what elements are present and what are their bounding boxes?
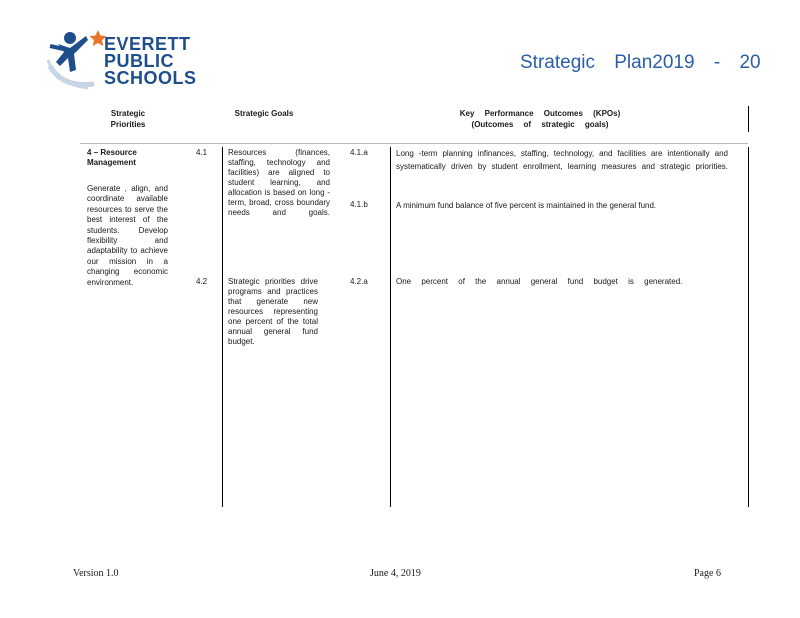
kpo-number: 4.1.a <box>350 148 368 157</box>
logo-wordmark <box>104 36 197 87</box>
kpo-number: 4.1.b <box>350 200 368 209</box>
goal-number: 4.2 <box>196 277 208 286</box>
kpo-number: 4.2.a <box>350 277 368 286</box>
goal-number: 4.1 <box>196 148 208 157</box>
logo-figure-icon <box>42 26 112 96</box>
priority-description: Generate , align, and coordinate available resources to serve the best interest of the students. Develop flexibility and adaptability to achieve our mission in a changing economic environment. <box>87 184 168 287</box>
header-strategic-priorities <box>100 108 156 130</box>
goal-text: Resources (finances, staffing, technology and facilities) are aligned to student learning, and allocation is based on long -term, broad, cross boundary needs and goals. <box>228 148 330 217</box>
header-rule <box>80 143 748 144</box>
header-priorities-line-2: Priorities <box>110 120 146 129</box>
kpo-text: A minimum fund balance of five percent is maintained in the general fund. <box>396 201 657 210</box>
footer-date: June 4, 2019 <box>370 568 421 579</box>
column-divider-kpos <box>390 147 391 507</box>
header-priorities-line-1: Strategic <box>110 109 146 118</box>
header-kpos-line-1: Key Performance Outcomes (KPOs) <box>459 109 621 118</box>
logo-line-3: SCHOOLS <box>104 68 197 88</box>
column-divider-goals <box>222 147 223 507</box>
column-divider-right <box>748 147 749 507</box>
footer-version: Version 1.0 <box>73 568 119 579</box>
priority-heading <box>87 148 167 168</box>
kpo-text: Long -term planning infinances, staffing, technology, and facilities are intentionally and systematically driven by student enrollment, learning measures and strategic priorities. <box>396 149 728 171</box>
header-kpos <box>440 108 640 130</box>
logo-line-2: PUBLIC <box>104 51 174 71</box>
kpo-text: One percent of the annual general fund budget is generated. <box>396 277 683 286</box>
priority-heading-line-2: Management <box>87 158 136 167</box>
header-kpos-line-2: (Outcomes of strategic goals) <box>471 120 609 129</box>
goal-text: Strategic priorities drive programs and practices that generate new resources representing one percent of the total annual general fund budget. <box>228 277 318 346</box>
logo-line-1: EVERETT <box>104 34 191 54</box>
header-right-divider <box>748 106 749 132</box>
footer-page-number: Page 6 <box>694 568 721 579</box>
header-strategic-goals: Strategic Goals <box>234 109 294 118</box>
priority-heading-line-1: 4 – Resource <box>87 148 137 157</box>
document-title: Strategic Plan2019 - 20 <box>520 52 761 73</box>
